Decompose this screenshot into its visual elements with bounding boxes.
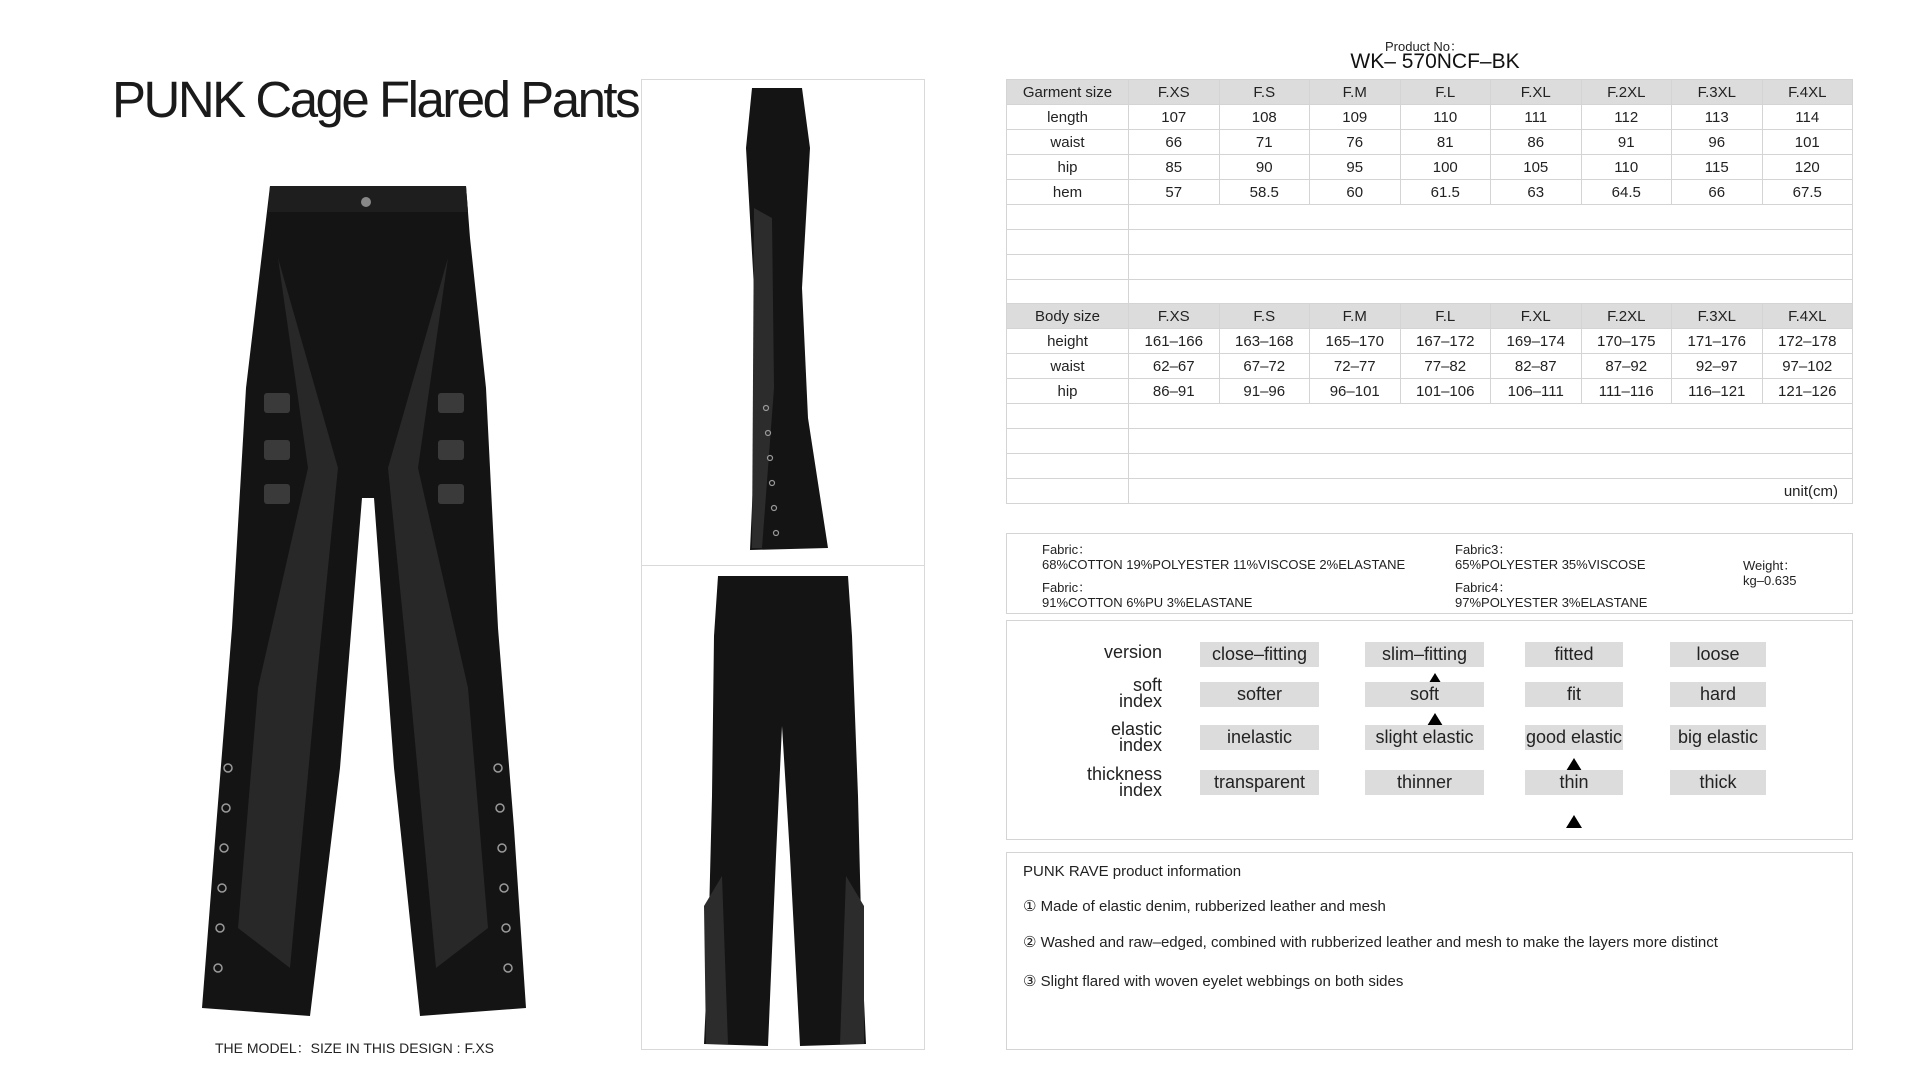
size-header: F.XS	[1129, 304, 1220, 329]
table-cell: 60	[1310, 180, 1401, 205]
empty-row	[1007, 230, 1853, 255]
empty-row	[1007, 205, 1853, 230]
garment-size-table	[1006, 79, 1853, 305]
size-header: F.S	[1219, 80, 1310, 105]
fabric4-label: Fabric4：	[1455, 580, 1512, 595]
soft-index-option: fit	[1525, 682, 1623, 707]
table-cell: 91	[1581, 130, 1672, 155]
fabric1-label: Fabric：	[1042, 542, 1092, 557]
thickness-index-option: thinner	[1365, 770, 1484, 795]
weight-label: Weight：	[1743, 558, 1797, 573]
table-row	[1007, 329, 1853, 354]
table-cell: 96	[1672, 130, 1763, 155]
table-row	[1007, 180, 1853, 205]
soft-index-option: hard	[1670, 682, 1766, 707]
product-info-point: ② Washed and raw–edged, combined with rubberized leather and mesh to make the layers more distinct	[1023, 934, 1718, 951]
table-cell: 86	[1491, 130, 1582, 155]
table-cell: 62–67	[1129, 354, 1220, 379]
table-cell: 110	[1400, 105, 1491, 130]
table-cell: 108	[1219, 105, 1310, 130]
table-cell: 116–121	[1672, 379, 1763, 404]
table-cell: 161–166	[1129, 329, 1220, 354]
version-option: close–fitting	[1200, 642, 1319, 667]
size-header: F.L	[1400, 304, 1491, 329]
table-cell: 91–96	[1219, 379, 1310, 404]
table-cell: 90	[1219, 155, 1310, 180]
table-cell: 112	[1581, 105, 1672, 130]
empty-row	[1007, 255, 1853, 280]
table-row	[1007, 130, 1853, 155]
elastic-index-option: big elastic	[1670, 725, 1766, 750]
soft-index-option-selected: soft	[1365, 682, 1484, 707]
version-option: fitted	[1525, 642, 1623, 667]
table-cell: 63	[1491, 180, 1582, 205]
table-cell: 165–170	[1310, 329, 1401, 354]
back-product-photo	[702, 576, 867, 1046]
table-cell: 77–82	[1400, 354, 1491, 379]
side-product-photo	[732, 88, 842, 558]
size-header: F.M	[1310, 304, 1401, 329]
table-cell: 163–168	[1219, 329, 1310, 354]
row-label: hip	[1007, 155, 1129, 180]
unit-label: unit(cm)	[1783, 483, 1838, 500]
table-cell: 106–111	[1491, 379, 1582, 404]
photo-gallery	[641, 79, 925, 1050]
size-header: F.3XL	[1672, 80, 1763, 105]
back-pants-silhouette	[704, 576, 866, 1046]
fabric2-value: 91%COTTON 6%PU 3%ELASTANE	[1042, 595, 1253, 610]
size-header: F.S	[1219, 304, 1310, 329]
table-header-label: Body size	[1007, 304, 1129, 329]
unit-row	[1007, 479, 1853, 504]
size-header: F.3XL	[1672, 304, 1763, 329]
product-info-point: ① Made of elastic denim, rubberized leather and mesh	[1023, 898, 1386, 915]
size-header: F.4XL	[1762, 80, 1853, 105]
fabric4-value: 97%POLYESTER 3%ELASTANE	[1455, 595, 1648, 610]
table-cell: 67.5	[1762, 180, 1853, 205]
fabric1-value: 68%COTTON 19%POLYESTER 11%VISCOSE 2%ELASTANE	[1042, 557, 1406, 572]
table-cell: 72–77	[1310, 354, 1401, 379]
thickness-index-option-selected: thin	[1525, 770, 1623, 795]
table-row	[1007, 155, 1853, 180]
table-cell: 66	[1129, 130, 1220, 155]
table-header-row	[1007, 80, 1853, 105]
table-cell: 121–126	[1762, 379, 1853, 404]
empty-row	[1007, 280, 1853, 305]
page-title: PUNK Cage Flared Pants	[112, 71, 639, 128]
weight-value: kg–0.635	[1743, 573, 1797, 588]
table-cell: 101–106	[1400, 379, 1491, 404]
thickness-index-label: thickness index	[1086, 764, 1162, 800]
elastic-index-option: inelastic	[1200, 725, 1319, 750]
table-row	[1007, 379, 1853, 404]
size-header: F.XL	[1491, 304, 1582, 329]
empty-row	[1007, 429, 1853, 454]
table-cell: 64.5	[1581, 180, 1672, 205]
size-header: F.2XL	[1581, 80, 1672, 105]
table-header-row	[1007, 304, 1853, 329]
table-cell: 87–92	[1581, 354, 1672, 379]
table-cell: 109	[1310, 105, 1401, 130]
body-size-table	[1006, 303, 1853, 504]
row-label: hem	[1007, 180, 1129, 205]
fit-index-panel	[1006, 620, 1853, 840]
table-cell: 169–174	[1491, 329, 1582, 354]
table-cell: 170–175	[1581, 329, 1672, 354]
soft-index-option: softer	[1200, 682, 1319, 707]
table-cell: 58.5	[1219, 180, 1310, 205]
table-cell: 61.5	[1400, 180, 1491, 205]
soft-index-label: soft index	[1118, 675, 1162, 711]
size-header: F.M	[1310, 80, 1401, 105]
product-info-heading: PUNK RAVE product information	[1023, 863, 1242, 880]
product-info-panel	[1006, 852, 1853, 1050]
fabric2-label: Fabric：	[1042, 580, 1092, 595]
elastic-index-option: slight elastic	[1365, 725, 1484, 750]
table-cell: 85	[1129, 155, 1220, 180]
table-cell: 97–102	[1762, 354, 1853, 379]
table-cell: 101	[1762, 130, 1853, 155]
version-option-selected: slim–fitting	[1365, 642, 1484, 667]
fabric3-value: 65%POLYESTER 35%VISCOSE	[1455, 557, 1646, 572]
table-cell: 96–101	[1310, 379, 1401, 404]
table-cell: 111–116	[1581, 379, 1672, 404]
table-cell: 107	[1129, 105, 1220, 130]
table-cell: 86–91	[1129, 379, 1220, 404]
table-cell: 66	[1672, 180, 1763, 205]
table-cell: 115	[1672, 155, 1763, 180]
table-cell: 105	[1491, 155, 1582, 180]
table-cell: 57	[1129, 180, 1220, 205]
size-header: F.4XL	[1762, 304, 1853, 329]
table-cell: 95	[1310, 155, 1401, 180]
table-cell: 172–178	[1762, 329, 1853, 354]
size-header: F.L	[1400, 80, 1491, 105]
table-cell: 76	[1310, 130, 1401, 155]
model-size-caption: THE MODEL：SIZE IN THIS DESIGN : F.XS	[215, 1040, 495, 1056]
product-number-label: Product No：	[1385, 39, 1464, 54]
table-cell: 82–87	[1491, 354, 1582, 379]
fabric-composition	[1006, 533, 1853, 614]
thickness-index-option: transparent	[1200, 770, 1319, 795]
empty-row	[1007, 454, 1853, 479]
row-label: waist	[1007, 354, 1129, 379]
table-cell: 167–172	[1400, 329, 1491, 354]
empty-row	[1007, 404, 1853, 429]
table-cell: 81	[1400, 130, 1491, 155]
table-cell: 111	[1491, 105, 1582, 130]
version-label: version	[1103, 642, 1162, 662]
table-cell: 114	[1762, 105, 1853, 130]
table-cell: 71	[1219, 130, 1310, 155]
table-cell: 110	[1581, 155, 1672, 180]
size-header: F.2XL	[1581, 304, 1672, 329]
table-cell: 100	[1400, 155, 1491, 180]
elastic-index-option-selected: good elastic	[1525, 725, 1623, 750]
product-info-point: ③ Slight flared with woven eyelet webbings on both sides	[1023, 973, 1404, 990]
row-label: height	[1007, 329, 1129, 354]
table-cell: 120	[1762, 155, 1853, 180]
table-cell: 171–176	[1672, 329, 1763, 354]
row-label: hip	[1007, 379, 1129, 404]
table-cell: 113	[1672, 105, 1763, 130]
size-header: F.XS	[1129, 80, 1220, 105]
table-row	[1007, 105, 1853, 130]
size-header: F.XL	[1491, 80, 1582, 105]
table-cell: 67–72	[1219, 354, 1310, 379]
thickness-index-indicator-arrow	[1566, 815, 1582, 828]
row-label: length	[1007, 105, 1129, 130]
elastic-index-label: elastic index	[1110, 719, 1162, 755]
product-number: WK– 570NCF–BK	[1350, 50, 1520, 73]
version-option: loose	[1670, 642, 1766, 667]
row-label: waist	[1007, 130, 1129, 155]
table-header-label: Garment size	[1007, 80, 1129, 105]
table-cell: 92–97	[1672, 354, 1763, 379]
table-row	[1007, 354, 1853, 379]
thickness-index-option: thick	[1670, 770, 1766, 795]
gallery-divider	[642, 565, 924, 566]
front-product-photo	[198, 168, 528, 1028]
fabric3-label: Fabric3：	[1455, 542, 1512, 557]
